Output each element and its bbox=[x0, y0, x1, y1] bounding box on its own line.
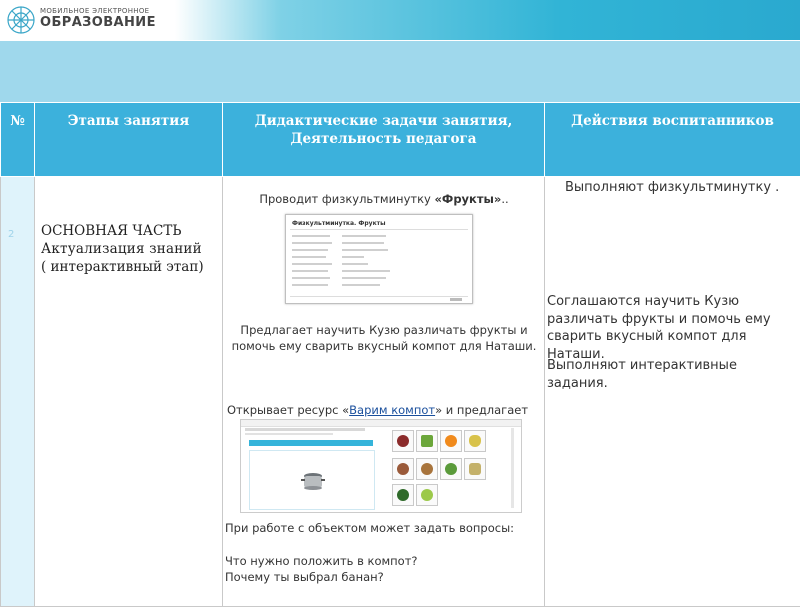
text-line bbox=[342, 270, 390, 272]
brand-title: ОБРАЗОВАНИЕ bbox=[40, 15, 156, 30]
teacher-question-2: Почему ты выбрал банан? bbox=[225, 570, 384, 586]
stage-title: ОСНОВНАЯ ЧАСТЬ bbox=[41, 223, 204, 241]
compote-area bbox=[249, 450, 375, 510]
resource-screenshot bbox=[240, 419, 522, 513]
fruit-tile[interactable] bbox=[392, 430, 414, 452]
pupil-action-3: Выполняют интерактивные задания. bbox=[547, 357, 799, 392]
text-line bbox=[292, 277, 330, 279]
herb-icon bbox=[421, 435, 433, 447]
teacher-question-1: Что нужно положить в компот? bbox=[225, 554, 418, 570]
resource-title-bar bbox=[249, 440, 373, 446]
fruit-tile[interactable] bbox=[440, 430, 462, 452]
table-row bbox=[1, 177, 800, 607]
divider bbox=[0, 40, 800, 41]
pear-icon bbox=[469, 435, 481, 447]
divider bbox=[290, 296, 468, 297]
teacher-step-1-text: Проводит физкультминутку bbox=[259, 192, 434, 206]
greens-icon bbox=[445, 463, 457, 475]
text-line bbox=[342, 277, 386, 279]
teacher-step-1-activity: «Фрукты» bbox=[434, 192, 501, 206]
pupil-action-1: Выполняют физкультминутку . bbox=[565, 179, 800, 197]
fruit-tile[interactable] bbox=[416, 458, 438, 480]
teacher-step-1 bbox=[223, 192, 545, 208]
fruit-tile[interactable] bbox=[464, 458, 486, 480]
teacher-step-1-tail: .. bbox=[501, 192, 508, 206]
fruit-tile[interactable] bbox=[416, 484, 438, 506]
resource-link[interactable]: Варим компот bbox=[349, 403, 435, 417]
stage-note: ( интерактивный этап) bbox=[41, 259, 204, 277]
column-header-pupils: Действия воспитанников bbox=[545, 103, 800, 177]
text-line bbox=[292, 270, 328, 272]
row-number: 2 bbox=[8, 229, 14, 240]
pot-icon bbox=[300, 471, 326, 493]
text-line bbox=[245, 428, 365, 431]
teacher-step-3-text: Открывает ресурс « bbox=[227, 403, 349, 417]
stage-subtitle: Актуализация знаний bbox=[41, 241, 204, 259]
title-banner bbox=[0, 40, 800, 102]
text-line bbox=[342, 256, 364, 258]
column-header-stages: Этапы занятия bbox=[35, 103, 223, 177]
text-line bbox=[292, 256, 326, 258]
column-header-teacher-label: Дидактические задачи занятия, Деятельность педагога bbox=[255, 113, 513, 147]
text-line bbox=[342, 263, 368, 265]
scrollbar[interactable] bbox=[511, 428, 514, 508]
fruit-tile[interactable] bbox=[392, 484, 414, 506]
text-line bbox=[292, 235, 330, 237]
teacher-step-3-tail: » и предлагает bbox=[435, 403, 528, 417]
exercise-screenshot bbox=[285, 214, 473, 304]
fruit-tile[interactable] bbox=[392, 458, 414, 480]
column-header-teacher bbox=[223, 103, 545, 177]
stage-cell bbox=[35, 177, 223, 607]
teacher-step-2: Предлагает научить Кузю различать фрукты и помочь ему сварить вкусный компот для Наташи. bbox=[231, 323, 537, 354]
nuts-icon bbox=[421, 463, 433, 475]
berries-icon bbox=[397, 463, 409, 475]
divider bbox=[290, 229, 468, 230]
teacher-step-4: При работе с объектом может задать вопросы: bbox=[225, 521, 514, 537]
banana-icon bbox=[469, 463, 481, 475]
row-number-cell bbox=[1, 177, 35, 607]
header-bar bbox=[0, 0, 800, 40]
text-line bbox=[342, 235, 386, 237]
brand-subtitle: МОБИЛЬНОЕ ЭЛЕКТРОННОЕ bbox=[40, 7, 149, 15]
browser-toolbar bbox=[241, 420, 521, 427]
text-line bbox=[292, 263, 332, 265]
table-header-row bbox=[1, 103, 800, 177]
logo-icon bbox=[6, 5, 36, 35]
text-line bbox=[292, 249, 328, 251]
column-header-number: № bbox=[1, 103, 35, 177]
text-line bbox=[292, 242, 332, 244]
fruit-tile[interactable] bbox=[464, 430, 486, 452]
teacher-step-3 bbox=[227, 403, 545, 419]
scroll-control bbox=[450, 298, 462, 301]
text-line bbox=[342, 284, 380, 286]
fruit-tile[interactable] bbox=[440, 458, 462, 480]
exercise-screenshot-title: Физкультминутка. Фрукты bbox=[292, 220, 386, 227]
text-line bbox=[292, 284, 328, 286]
teacher-activity-cell bbox=[223, 177, 545, 607]
text-line bbox=[245, 433, 333, 435]
lesson-plan-table bbox=[0, 102, 800, 607]
fruit-tile[interactable] bbox=[416, 430, 438, 452]
orange-icon bbox=[445, 435, 457, 447]
text-line bbox=[342, 242, 384, 244]
pupil-actions-cell bbox=[545, 177, 800, 607]
cherry-icon bbox=[397, 435, 409, 447]
text-line bbox=[342, 249, 388, 251]
stage-description bbox=[41, 223, 204, 276]
grape-icon bbox=[397, 489, 409, 501]
pupil-action-2: Соглашаются научить Кузю различать фрукты и помочь ему сварить вкусный компот для Наташи. bbox=[547, 293, 799, 363]
apple-icon bbox=[421, 489, 433, 501]
